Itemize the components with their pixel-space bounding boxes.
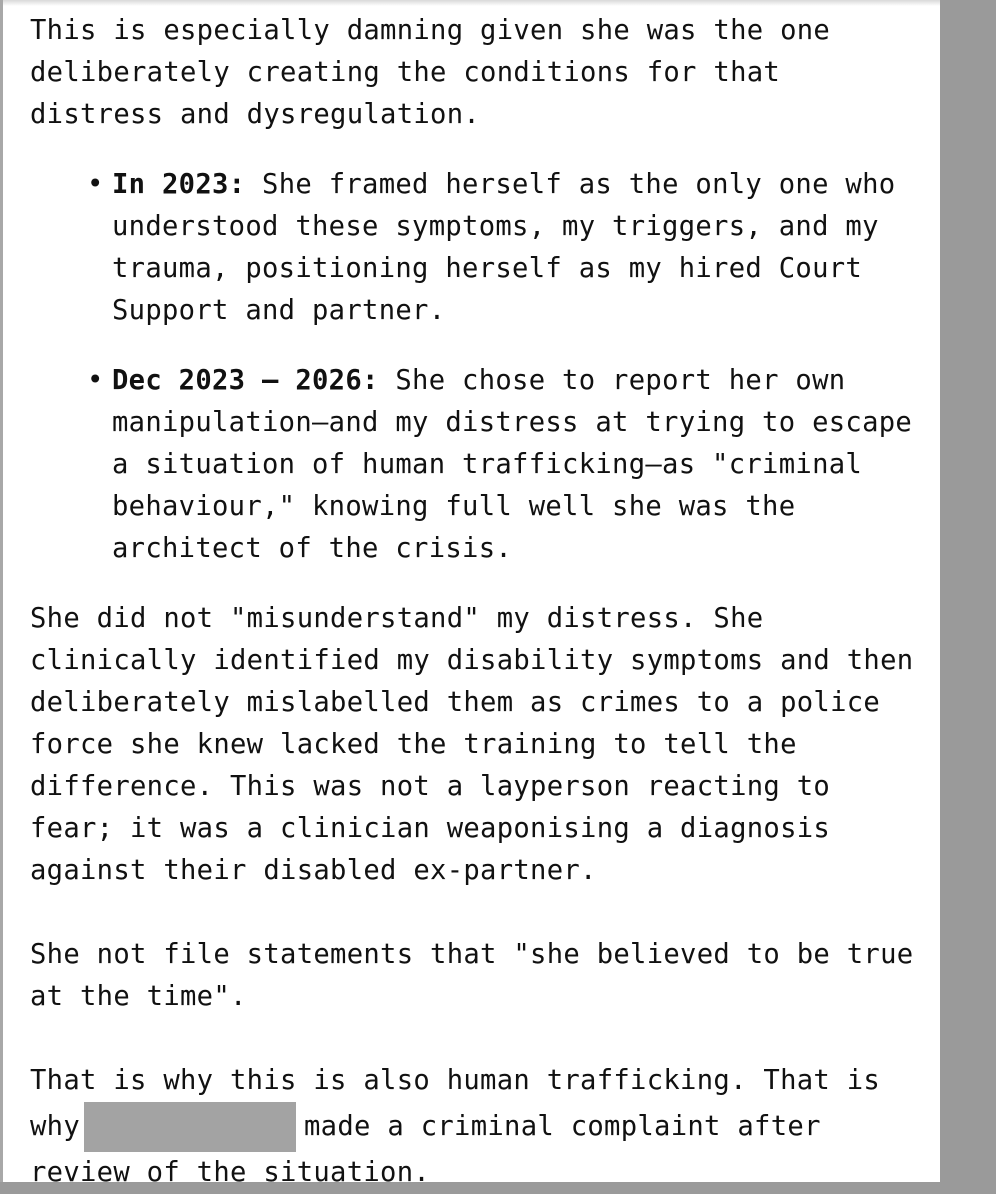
conclusion-text-before: That is why this is also human trafficking. That is why (30, 1065, 881, 1142)
paragraph-conclusion (30, 1060, 930, 1194)
bullet-dot-icon: • (87, 365, 104, 396)
list-item (30, 360, 930, 570)
paragraph-statements: She not file statements that "she believed to be true at the time". (30, 939, 914, 1012)
scrollbar-track[interactable] (940, 0, 996, 1182)
intro-paragraph: This is especially damning given she was the one deliberately creating the conditions for that distress and dysregulation. (30, 15, 831, 130)
bullet-list (30, 164, 930, 570)
bullet-text: She chose to report her own manipulation—and my distress at trying to escape a situation of human trafficking—as "criminal behaviour," knowing full well she was the architect of the crisis. (112, 365, 913, 564)
paragraph-misunderstand: She did not "misunderstand" my distress. She clinically identified my disability symptoms and then deliberately mislabelled them as crimes to a police force she knew lacked the training to tell the difference. This was not a layperson reacting to fear; it was a clinician weaponising a diagnosis against their disabled ex-partner. (30, 603, 914, 886)
bullet-lead: Dec 2023 – 2026: (112, 365, 379, 396)
page-top-shadow (3, 0, 943, 6)
redaction-block (84, 1102, 296, 1152)
list-item (30, 164, 930, 332)
conclusion-text-after: made a criminal complaint after review of the situation. (30, 1111, 821, 1188)
bullet-dot-icon: • (87, 169, 104, 200)
bullet-lead: In 2023: (112, 169, 246, 200)
bullet-text: She framed herself as the only one who understood these symptoms, my triggers, and my trauma, positioning herself as my hired Court Support and partner. (112, 169, 896, 326)
document-body (30, 10, 930, 1194)
